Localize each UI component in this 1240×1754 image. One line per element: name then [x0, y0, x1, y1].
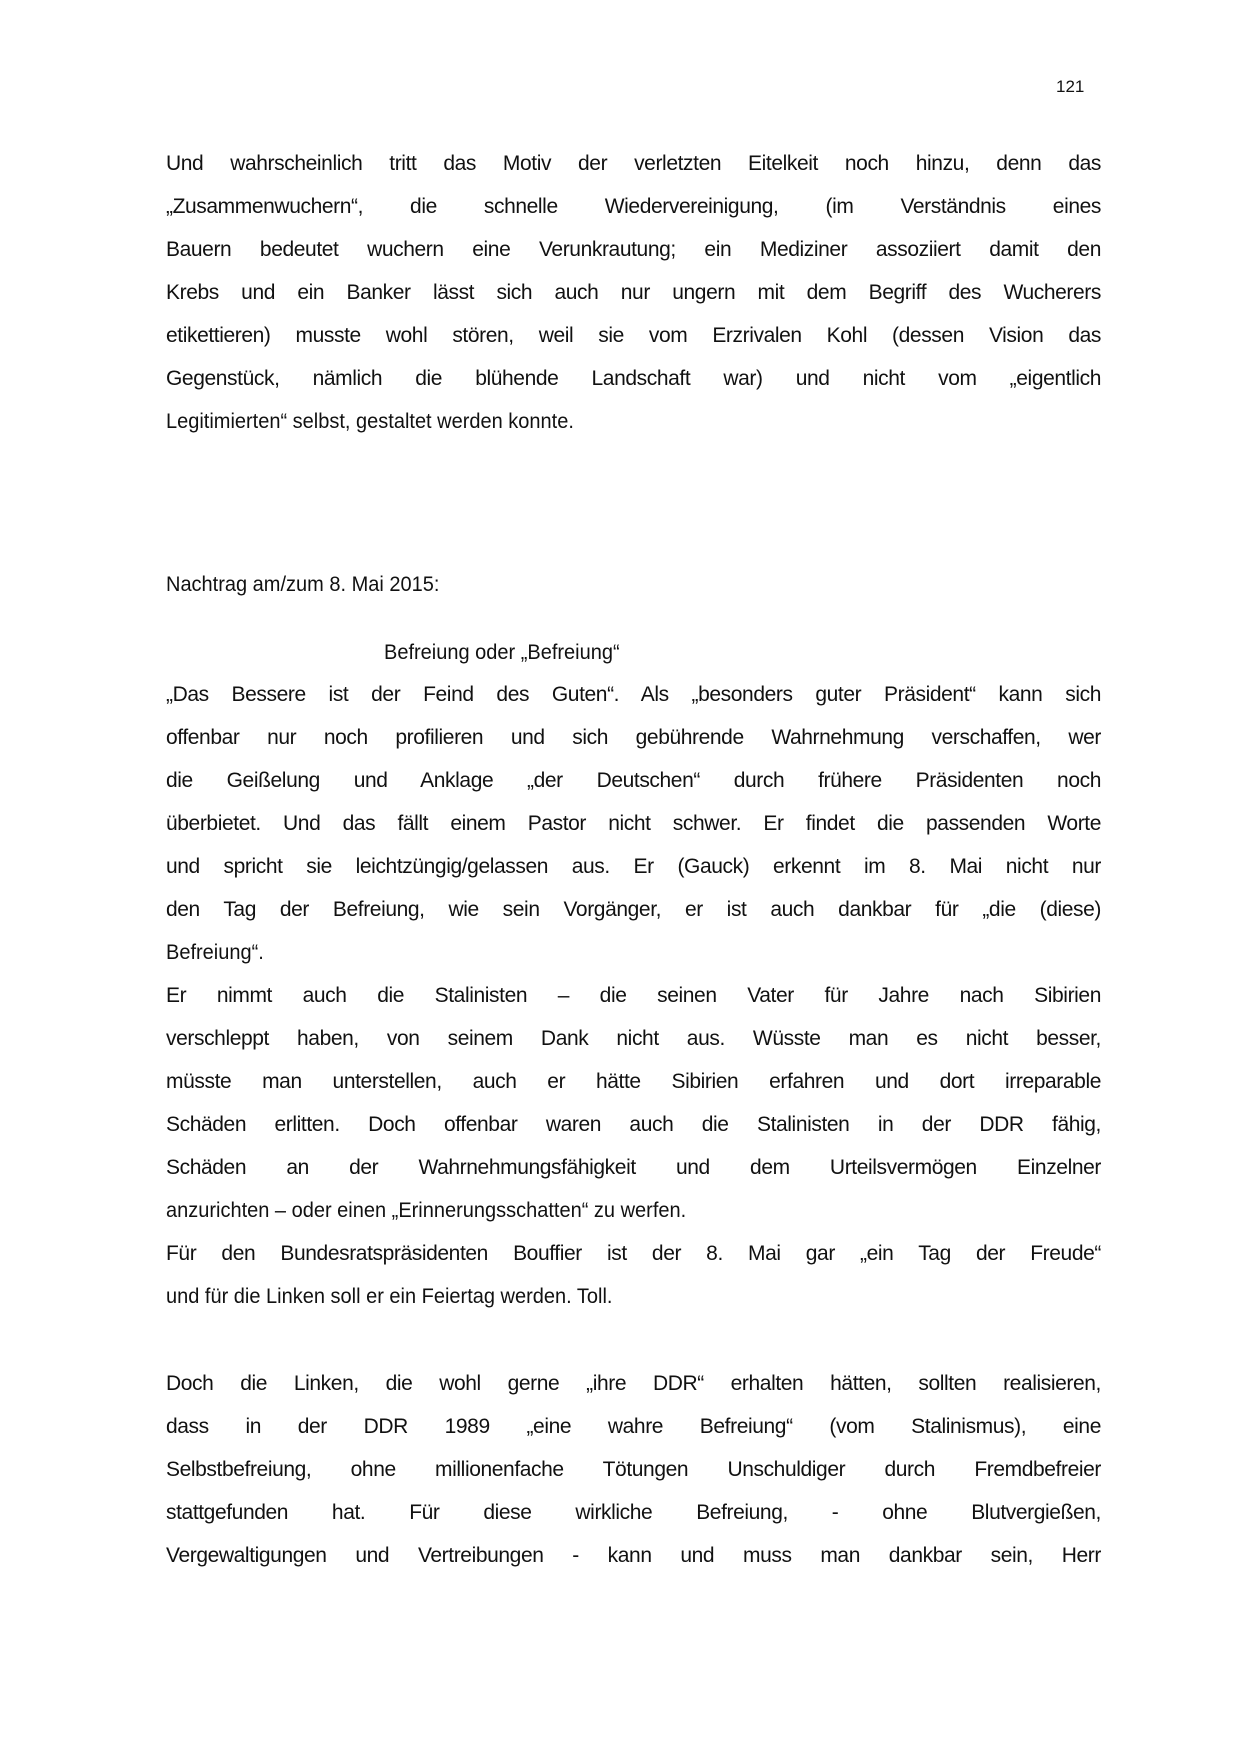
text-line: „Das Bessere ist der Feind des Guten“. Als „besonders guter Präsident“ kann sich: [166, 683, 1101, 706]
paragraph-eitelkeit: [166, 142, 1101, 443]
text-line: etikettieren) musste wohl stören, weil sie vom Erzrivalen Kohl (dessen Vision das: [166, 324, 1101, 347]
text-line: Bauern bedeutet wuchern eine Verunkrautung; ein Mediziner assoziiert damit den: [166, 238, 1101, 261]
text-line: müsste man unterstellen, auch er hätte Sibirien erfahren und dort irreparable: [166, 1070, 1101, 1093]
text-line: Krebs und ein Banker lässt sich auch nur ungern mit dem Begriff des Wucherers: [166, 281, 1101, 304]
text-line: und spricht sie leichtzüngig/gelassen aus. Er (Gauck) erkennt im 8. Mai nicht nur: [166, 855, 1101, 878]
text-line: dass in der DDR 1989 „eine wahre Befreiung“ (vom Stalinismus), eine: [166, 1415, 1101, 1438]
text-line: überbietet. Und das fällt einem Pastor nicht schwer. Er findet die passenden Worte: [166, 812, 1101, 835]
nachtrag-text: Nachtrag am/zum 8. Mai 2015:: [166, 572, 440, 596]
paragraph-linken: [166, 1362, 1101, 1577]
text-line: Schäden erlitten. Doch offenbar waren auch die Stalinisten in der DDR fähig,: [166, 1113, 1101, 1136]
text-line: Und wahrscheinlich tritt das Motiv der verletzten Eitelkeit noch hinzu, denn das: [166, 152, 1101, 175]
text-line: Legitimierten“ selbst, gestaltet werden konnte.: [166, 409, 574, 433]
page-number: 121: [1056, 77, 1085, 96]
text-line: Gegenstück, nämlich die blühende Landschaft war) und nicht vom „eigentlich: [166, 367, 1101, 390]
text-line: anzurichten – oder einen „Erinnerungsschatten“ zu werfen.: [166, 1198, 687, 1222]
nachtrag-line: [166, 563, 1101, 606]
text-line: offenbar nur noch profilieren und sich gebührende Wahrnehmung verschaffen, wer: [166, 726, 1101, 749]
text-line: stattgefunden hat. Für diese wirkliche Befreiung, - ohne Blutvergießen,: [166, 1501, 1101, 1524]
text-line: den Tag der Befreiung, wie sein Vorgänger, er ist auch dankbar für „die (diese): [166, 898, 1101, 921]
text-line: Befreiung“.: [166, 940, 264, 964]
text-line: Schäden an der Wahrnehmungsfähigkeit und dem Urteilsvermögen Einzelner: [166, 1156, 1101, 1179]
text-line: Selbstbefreiung, ohne millionenfache Tötungen Unschuldiger durch Fremdbefreier: [166, 1458, 1101, 1481]
text-line: und für die Linken soll er ein Feiertag werden. Toll.: [166, 1284, 613, 1308]
text-line: „Zusammenwuchern“, die schnelle Wiedervereinigung, (im Verständnis eines: [166, 195, 1101, 218]
paragraph-befreiung: [166, 673, 1101, 1318]
text-line: Er nimmt auch die Stalinisten – die seinen Vater für Jahre nach Sibirien: [166, 984, 1101, 1007]
section-heading: Befreiung oder „Befreiung“: [384, 640, 620, 664]
text-line: Vergewaltigungen und Vertreibungen - kann und muss man dankbar sein, Herr: [166, 1544, 1101, 1567]
text-line: die Geißelung und Anklage „der Deutschen“ durch frühere Präsidenten noch: [166, 769, 1101, 792]
text-line: Für den Bundesratspräsidenten Bouffier ist der 8. Mai gar „ein Tag der Freude“: [166, 1242, 1101, 1265]
text-line: verschleppt haben, von seinem Dank nicht aus. Wüsste man es nicht besser,: [166, 1027, 1101, 1050]
text-line: Doch die Linken, die wohl gerne „ihre DDR“ erhalten hätten, sollten realisieren,: [166, 1372, 1101, 1395]
